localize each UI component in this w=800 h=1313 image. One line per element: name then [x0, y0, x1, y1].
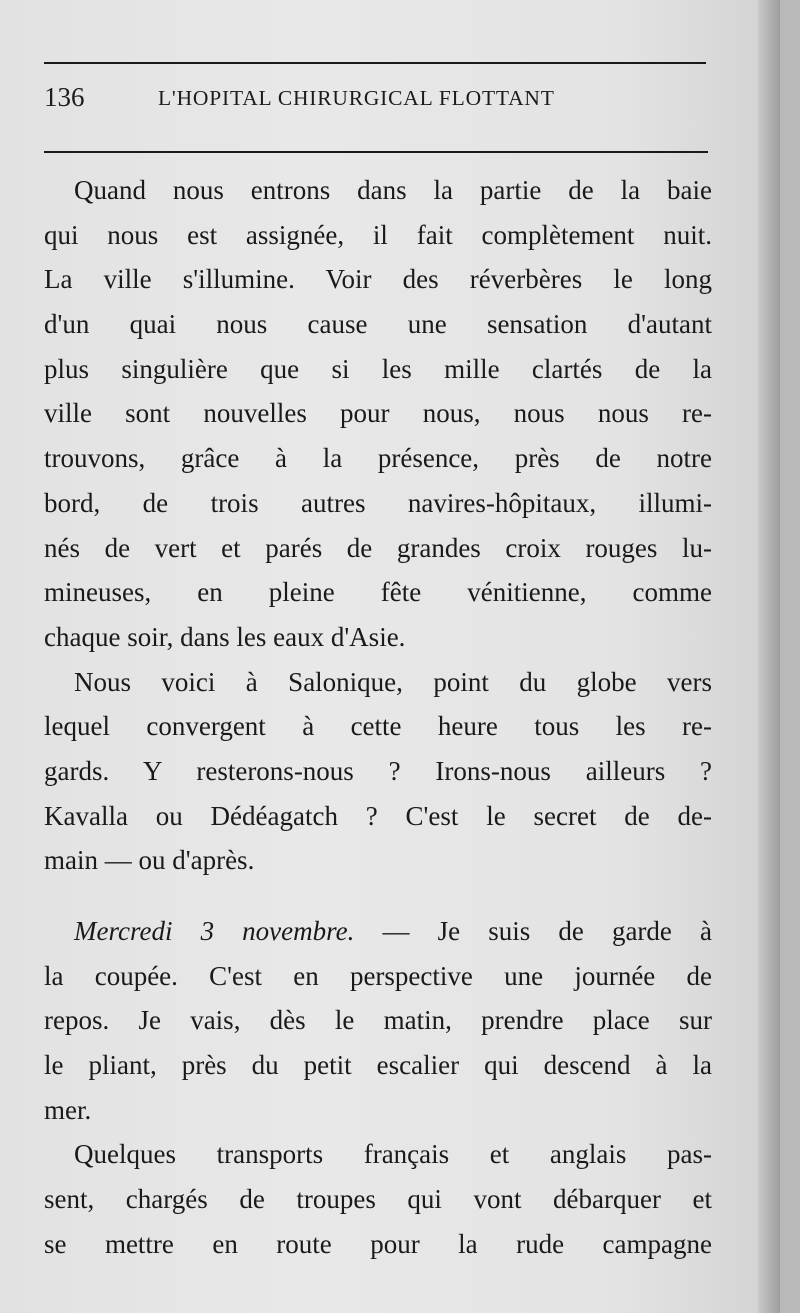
diary-first-line-text: — Je suis de garde à	[354, 916, 712, 946]
text-line: gards. Y resterons-nous ? Irons-nous ailleurs ?	[44, 755, 712, 786]
text-line: Quelques transports français et anglais pas-	[74, 1139, 712, 1170]
text-line: Kavalla ou Dédéagatch ? C'est le secret de de-	[44, 800, 712, 831]
running-title: L'HOPITAL CHIRURGICAL FLOTTANT	[158, 86, 555, 110]
text-line: Quand nous entrons dans la partie de la baie	[74, 175, 712, 205]
paragraph-salonique	[44, 660, 712, 883]
body-text	[44, 168, 712, 1267]
header-bottom-rule	[44, 151, 708, 153]
text-line: se mettre en route pour la rude campagne	[44, 1228, 712, 1259]
text-line: Nous voici à Salonique, point du globe vers	[74, 666, 712, 697]
text-line: ville sont nouvelles pour nous, nous nous re-	[44, 398, 712, 429]
text-line: nés de vert et parés de grandes croix rouges lu-	[44, 532, 712, 563]
paragraph-arrival-in-bay	[44, 168, 712, 660]
text-line: repos. Je vais, dès le matin, prendre place sur	[44, 1005, 712, 1036]
paragraph-transports	[44, 1132, 712, 1266]
page-edge-shadow	[758, 0, 780, 1313]
text-line: lequel convergent à cette heure tous les re-	[44, 711, 712, 742]
page-number: 136	[44, 82, 85, 112]
text-line: chaque soir, dans les eaux d'Asie.	[44, 621, 406, 652]
text-line: bord, de trois autres navires-hôpitaux, illumi-	[44, 487, 712, 518]
text-line: La ville s'illumine. Voir des réverbères le long	[44, 264, 712, 295]
running-header	[44, 82, 708, 122]
text-line: main — ou d'après.	[44, 845, 255, 876]
text-line: la coupée. C'est en perspective une journée de	[44, 960, 712, 991]
text-line: plus singulière que si les mille clartés de la	[44, 353, 712, 384]
diary-date-label: Mercredi 3 novembre.	[74, 916, 355, 946]
header-top-rule	[44, 62, 706, 64]
text-line: d'un quai nous cause une sensation d'autant	[44, 309, 712, 340]
text-line: sent, chargés de troupes qui vont débarquer et	[44, 1184, 712, 1215]
text-line: le pliant, près du petit escalier qui descend à la	[44, 1050, 712, 1081]
text-line: mer.	[44, 1094, 92, 1125]
text-line: qui nous est assignée, il fait complètement nuit.	[44, 219, 712, 250]
text-line: mineuses, en pleine fête vénitienne, comme	[44, 577, 712, 608]
text-line	[44, 909, 712, 954]
text-line: trouvons, grâce à la présence, près de notre	[44, 443, 712, 474]
paragraph-diary-entry	[44, 909, 712, 1132]
